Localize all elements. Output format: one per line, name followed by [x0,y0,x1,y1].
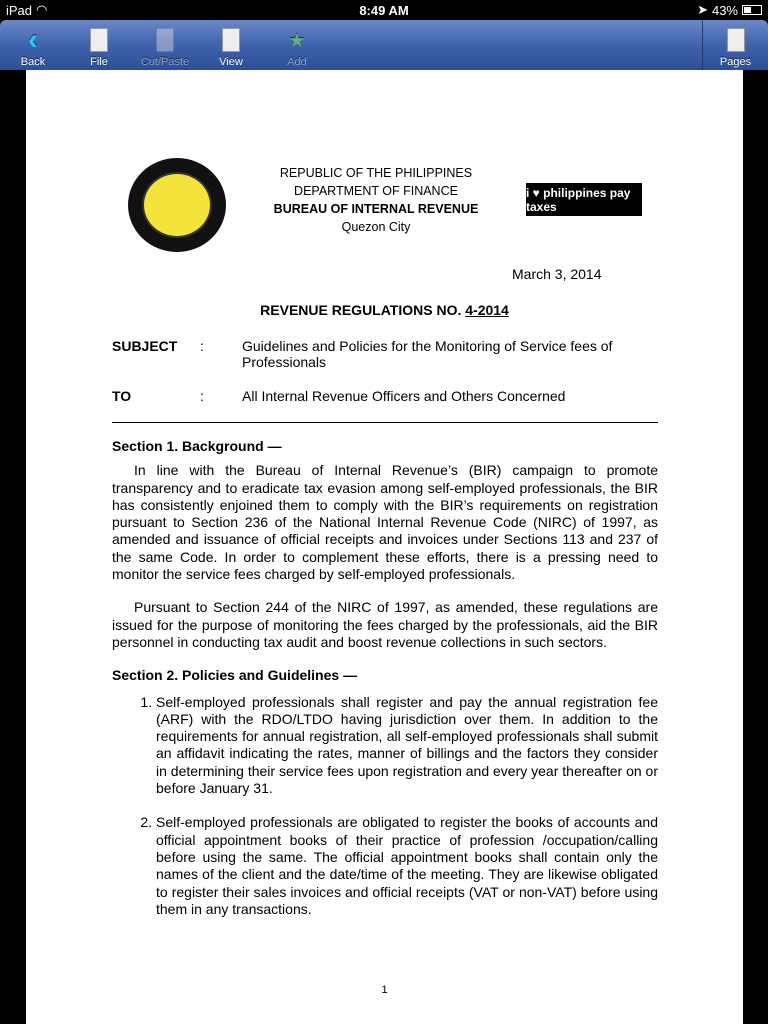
page-number: 1 [381,984,388,996]
pages-label: Pages [719,56,752,68]
colon: : [200,388,204,404]
view-button[interactable] [198,20,264,70]
document-title [26,302,743,318]
document-body [112,438,658,935]
clipboard-scissors-icon [154,26,176,54]
pages-button[interactable] [702,20,768,70]
header-line: BUREAU OF INTERNAL REVENUE [273,202,479,216]
cut-paste-button[interactable] [132,20,198,70]
header-line: DEPARTMENT OF FINANCE [294,184,458,198]
paragraph: Pursuant to Section 244 of the NIRC of 1997, as amended, these regulations are issued for the purpose of monitoring the fees charged by the professionals, aid the BIR personnel in conducting tax audit and boost revenue collections in such sectors. [112,599,658,650]
list-item: 1. Self-employed professionals shall register and pay the annual registration fee (ARF) with the RDO/LTDO having jurisdiction over them. In addition to the requirements for annual registration, all self-employed professionals shall submit an affidavit indicating the rates, manner of billings and the factors they consider in determining their service fees upon registration and every year thereafter on or before January 31. [156,694,658,798]
add-button[interactable] [264,20,330,70]
clock: 8:49 AM [359,2,409,18]
regulation-number: 4-2014 [465,302,509,318]
to-value: All Internal Revenue Officers and Others Concerned [242,388,566,404]
back-button[interactable] [0,20,66,70]
binoculars-icon [220,26,242,54]
add-label: Add [287,56,307,68]
document-page[interactable] [26,70,743,1024]
status-bar [0,0,768,20]
cut-paste-label: Cut/Paste [140,56,190,68]
philippines-pay-taxes-logo: i ♥ philippines pay taxes [526,183,642,216]
subject-value: Guidelines and Policies for the Monitoring of Service fees of Professionals [242,338,613,370]
location-icon: ➤ [697,2,708,17]
battery-percent: 43% [711,2,738,18]
toolbar [0,20,768,70]
add-image-icon: ★ [288,29,306,52]
chevron-left-icon: ‹ [28,23,38,56]
view-label: View [219,56,243,68]
battery-icon [742,5,762,15]
bir-seal-logo [128,158,226,252]
colon: : [200,338,204,354]
to-label: TO [112,388,132,404]
file-label: File [90,56,108,68]
header-line: REPUBLIC OF THE PHILIPPINES [279,166,473,180]
subject-label: SUBJECT [112,338,178,354]
file-info-icon [88,26,110,54]
back-label: Back [20,56,46,68]
pages-icon [725,26,747,54]
section-1-heading: Section 1. Background — [112,438,282,454]
paragraph: In line with the Bureau of Internal Revenue’s (BIR) campaign to promote transparency and to eradicate tax evasion among self-employed professionals, the BIR has consistently enjoined them to comply with the BIR’s requirements on registration pursuant to Section 236 of the National Internal Revenue Code (NIRC) of 1997, as amended and issuance of official receipts and invoices under Sections 113 and 237 of the same Code. In order to complement these efforts, there is a pressing need to monitor the service fees charged by self-employed professionals. [112,462,658,583]
wifi-icon: ◠ [36,2,48,17]
device-name: iPad [6,2,33,18]
letterhead [226,164,526,236]
title-text: REVENUE REGULATIONS NO. [260,302,466,318]
to-row [112,388,634,404]
header-line: Quezon City [341,220,411,234]
policy-list [134,694,658,919]
list-item: 2. Self-employed professionals are obligated to register the books of accounts and official appointment books of their practice of profession /occupation/calling before using the same. The official appointment books shall contain only the names of the client and the date/time of the meeting. They are likewise obligated to register their sales invoices and official receipts (VAT or non-VAT) before using them in any transactions. [156,814,658,918]
file-button[interactable] [66,20,132,70]
section-2-heading: Section 2. Policies and Guidelines — [112,667,358,684]
divider [112,422,658,423]
subject-row [112,338,634,370]
document-date: March 3, 2014 [512,266,602,282]
